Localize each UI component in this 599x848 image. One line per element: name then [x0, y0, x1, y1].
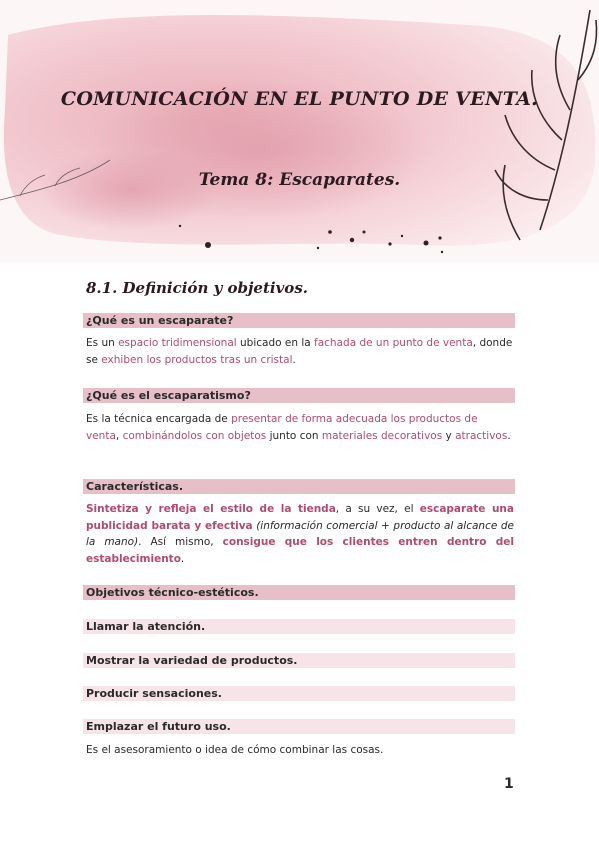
- objective-item: Mostrar la variedad de productos.: [83, 653, 515, 668]
- document-title: COMUNICACIÓN EN EL PUNTO DE VENTA.: [60, 88, 539, 110]
- heading-caracteristicas: Características.: [83, 479, 515, 494]
- watercolor-background: [0, 0, 599, 262]
- objective-note: Es el asesoramiento o idea de cómo combinar las cosas.: [86, 744, 384, 756]
- paragraph-escaparatismo: Es la técnica encargada de presentar de forma adecuada los productos de venta, combinándolos con objetos junto con materiales decorativos y atractivos.: [86, 413, 511, 442]
- heading-objetivos: Objetivos técnico-estéticos.: [83, 585, 515, 600]
- page-number: 1: [504, 776, 514, 792]
- paragraph-caracteristicas: Sintetiza y refleja el estilo de la tienda, a su vez, el escaparate una publicidad barata y efectiva (información comercial + producto al alcance de la mano). Así mismo, consigue que los clientes entren dentro del establecimiento.: [86, 503, 515, 565]
- paragraph-escaparate: Es un espacio tridimensional ubicado en la fachada de un punto de venta, donde se exhiben los productos tras un cristal.: [86, 337, 513, 366]
- document-subtitle: Tema 8: Escaparates.: [198, 170, 401, 190]
- objective-item: Producir sensaciones.: [83, 686, 515, 701]
- section-title: 8.1. Definición y objetivos.: [86, 279, 308, 297]
- objective-item: Emplazar el futuro uso.: [83, 719, 515, 734]
- objective-item: Llamar la atención.: [83, 619, 515, 634]
- heading-que-es-escaparatismo: ¿Qué es el escaparatismo?: [83, 388, 515, 403]
- heading-que-es-escaparate: ¿Qué es un escaparate?: [83, 313, 515, 328]
- header-banner: [0, 0, 599, 262]
